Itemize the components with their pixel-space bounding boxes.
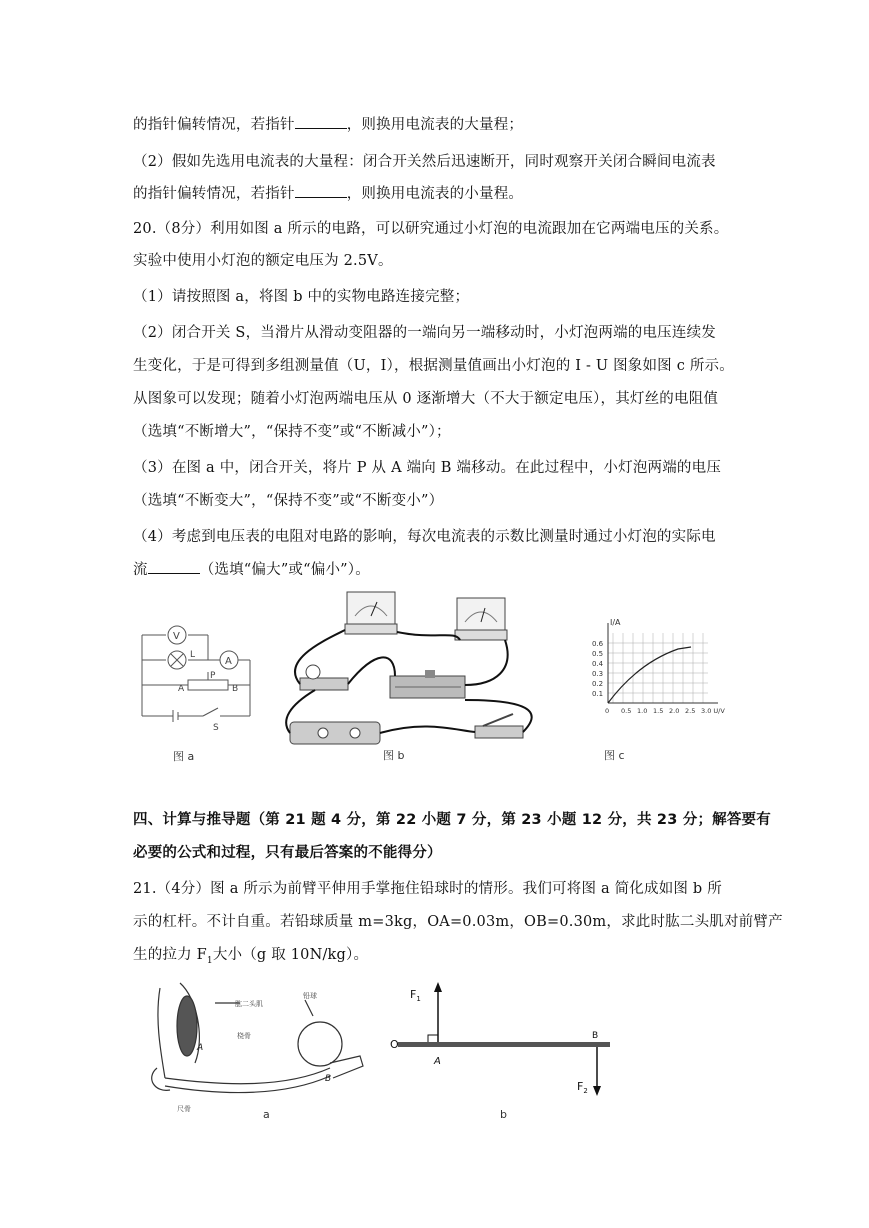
text-line-7: （2）闭合开关 S，当滑片从滑动变阻器的一端向另一端移动时，小灯泡两端的电压连续发 (133, 325, 716, 341)
graph-y-tick: 0.4 (592, 660, 604, 668)
caption-arm-a: a (263, 1108, 270, 1121)
question-21-title: 21.（4分）图 a 所示为前臂平伸用手掌拖住铅球时的情形。我们可将图 a 简化成如图 b 所 (133, 881, 722, 897)
text-line-3 (133, 182, 523, 203)
ammeter-label: A (225, 656, 232, 667)
text-line-2: （2）假如先选用电流表的大量程：闭合开关然后迅速断开，同时观察开关闭合瞬间电流表 (133, 154, 716, 170)
caption-a: 图 a (173, 750, 195, 763)
graph-x-tick: 0 (605, 707, 610, 715)
figure-lever (390, 978, 625, 1128)
text: 的指针偏转情况，若指针 (133, 117, 295, 133)
text-line-16: 示的杠杆。不计自重。若铅球质量 m=3kg，OA=0.03m，OB=0.30m，求此时肱二头肌对前臂产 (133, 914, 783, 930)
arm-drawing (135, 978, 375, 1113)
caption-b: 图 b (383, 749, 405, 762)
figure-b-apparatus (285, 590, 555, 760)
voltmeter-label: V (173, 631, 180, 642)
text-line-8: 生变化，于是可得到多组测量值（U，I），根据测量值画出小灯泡的 I - U 图象如图 c 所示。 (133, 358, 734, 374)
answer-blank[interactable] (295, 114, 347, 129)
text-line-13: （4）考虑到电压表的电阻对电路的影响，每次电流表的示数比测量时通过小灯泡的实际电 (133, 529, 716, 545)
label-a: A (434, 1056, 441, 1067)
graph-y-tick: 0.2 (592, 680, 604, 688)
lamp-device (300, 665, 348, 690)
caption-c: 图 c (604, 749, 625, 762)
end-a-label: A (178, 684, 185, 694)
question-20-title: 20.（8分）利用如图 a 所示的电路，可以研究通过小灯泡的电流跟加在它两端电压的关系。 (133, 221, 729, 237)
answer-blank[interactable] (148, 559, 200, 574)
text-line-12: （选填“不断变大”，“保持不变”或“不断变小”） (133, 493, 444, 509)
graph-y-tick: 0.5 (592, 650, 604, 658)
caption-lever-b: b (500, 1108, 507, 1121)
graph-y-label: I/A (610, 618, 621, 627)
graph-x-tick: 3.0 U/V (701, 707, 725, 715)
section-4-heading-cont: 必要的公式和过程，只有最后答案的不能得分） (133, 845, 442, 861)
text: 的指针偏转情况，若指针 (133, 186, 295, 202)
switch-device (475, 714, 523, 738)
text: ，则换用电流表的大量程； (346, 117, 524, 133)
lamp-label: L (190, 650, 196, 660)
switch-label: S (213, 723, 219, 733)
text: 生的拉力 F (133, 947, 207, 963)
subscript: 1 (206, 955, 213, 966)
label-biceps: 肱二头肌 (235, 1000, 263, 1008)
text: （选填“偏大”或“偏小”）。 (199, 562, 370, 578)
text-line-10: （选填“不断增大”，“保持不变”或“不断减小”）； (133, 424, 451, 440)
answer-blank[interactable] (295, 183, 347, 198)
text-line-11: （3）在图 a 中，闭合开关，将片 P 从 A 端向 B 端移动。在此过程中，小灯泡两端的电压 (133, 460, 722, 476)
text: ，则换用电流表的小量程。 (346, 186, 524, 202)
point-a: A (197, 1043, 204, 1053)
figure-c-graph (578, 603, 733, 763)
graph-x-tick: 1.5 (653, 707, 664, 715)
apparatus-drawing (285, 590, 555, 750)
figure-arm (135, 978, 375, 1128)
graph-x-tick: 0.5 (621, 707, 632, 715)
section-4-heading: 四、计算与推导题（第 21 题 4 分，第 22 小题 7 分，第 23 小题 12 分，共 23 分；解答要有 (133, 812, 771, 828)
graph-x-tick: 1.0 (637, 707, 648, 715)
text-line-6: （1）请按照图 a，将图 b 中的实物电路连接完整； (133, 289, 470, 305)
label-f2: $F_2$ (577, 1080, 588, 1095)
iu-graph (578, 603, 733, 728)
graph-x-tick: 2.5 (685, 707, 696, 715)
rheostat-device (390, 670, 465, 698)
text-line-5: 实验中使用小灯泡的额定电压为 2.5V。 (133, 253, 393, 269)
graph-y-tick: 0.3 (592, 670, 604, 678)
label-ball: 铅球 (303, 992, 317, 1000)
label-radius: 桡骨 (237, 1032, 251, 1040)
circuit-diagram (128, 598, 273, 758)
graph-x-tick: 2.0 (669, 707, 680, 715)
voltmeter-device (345, 592, 397, 634)
iu-curve (608, 647, 691, 703)
point-b: B (325, 1074, 332, 1084)
figure-a-circuit (128, 598, 273, 763)
end-b-label: B (232, 684, 239, 694)
ammeter-device (455, 598, 507, 640)
label-b: B (592, 1031, 599, 1041)
graph-y-tick: 0.6 (592, 640, 604, 648)
lever-drawing (390, 978, 625, 1113)
battery-device (290, 722, 380, 744)
text: 流 (133, 562, 148, 578)
label-o: O (390, 1038, 399, 1051)
slider-label: P (210, 671, 216, 681)
text-line-14 (133, 558, 370, 579)
lever-bar (398, 1042, 610, 1047)
label-ulna: 尺骨 (177, 1105, 191, 1113)
text-line-9: 从图象可以发现；随着小灯泡两端电压从 0 逐渐增大（不大于额定电压），其灯丝的电阻值 (133, 391, 719, 407)
label-f1: $F_1$ (410, 988, 421, 1003)
text-line-17 (133, 943, 368, 966)
text-line-1 (133, 113, 523, 134)
text: 大小（g 取 10N/kg）。 (212, 947, 369, 963)
graph-y-tick: 0.1 (592, 690, 604, 698)
